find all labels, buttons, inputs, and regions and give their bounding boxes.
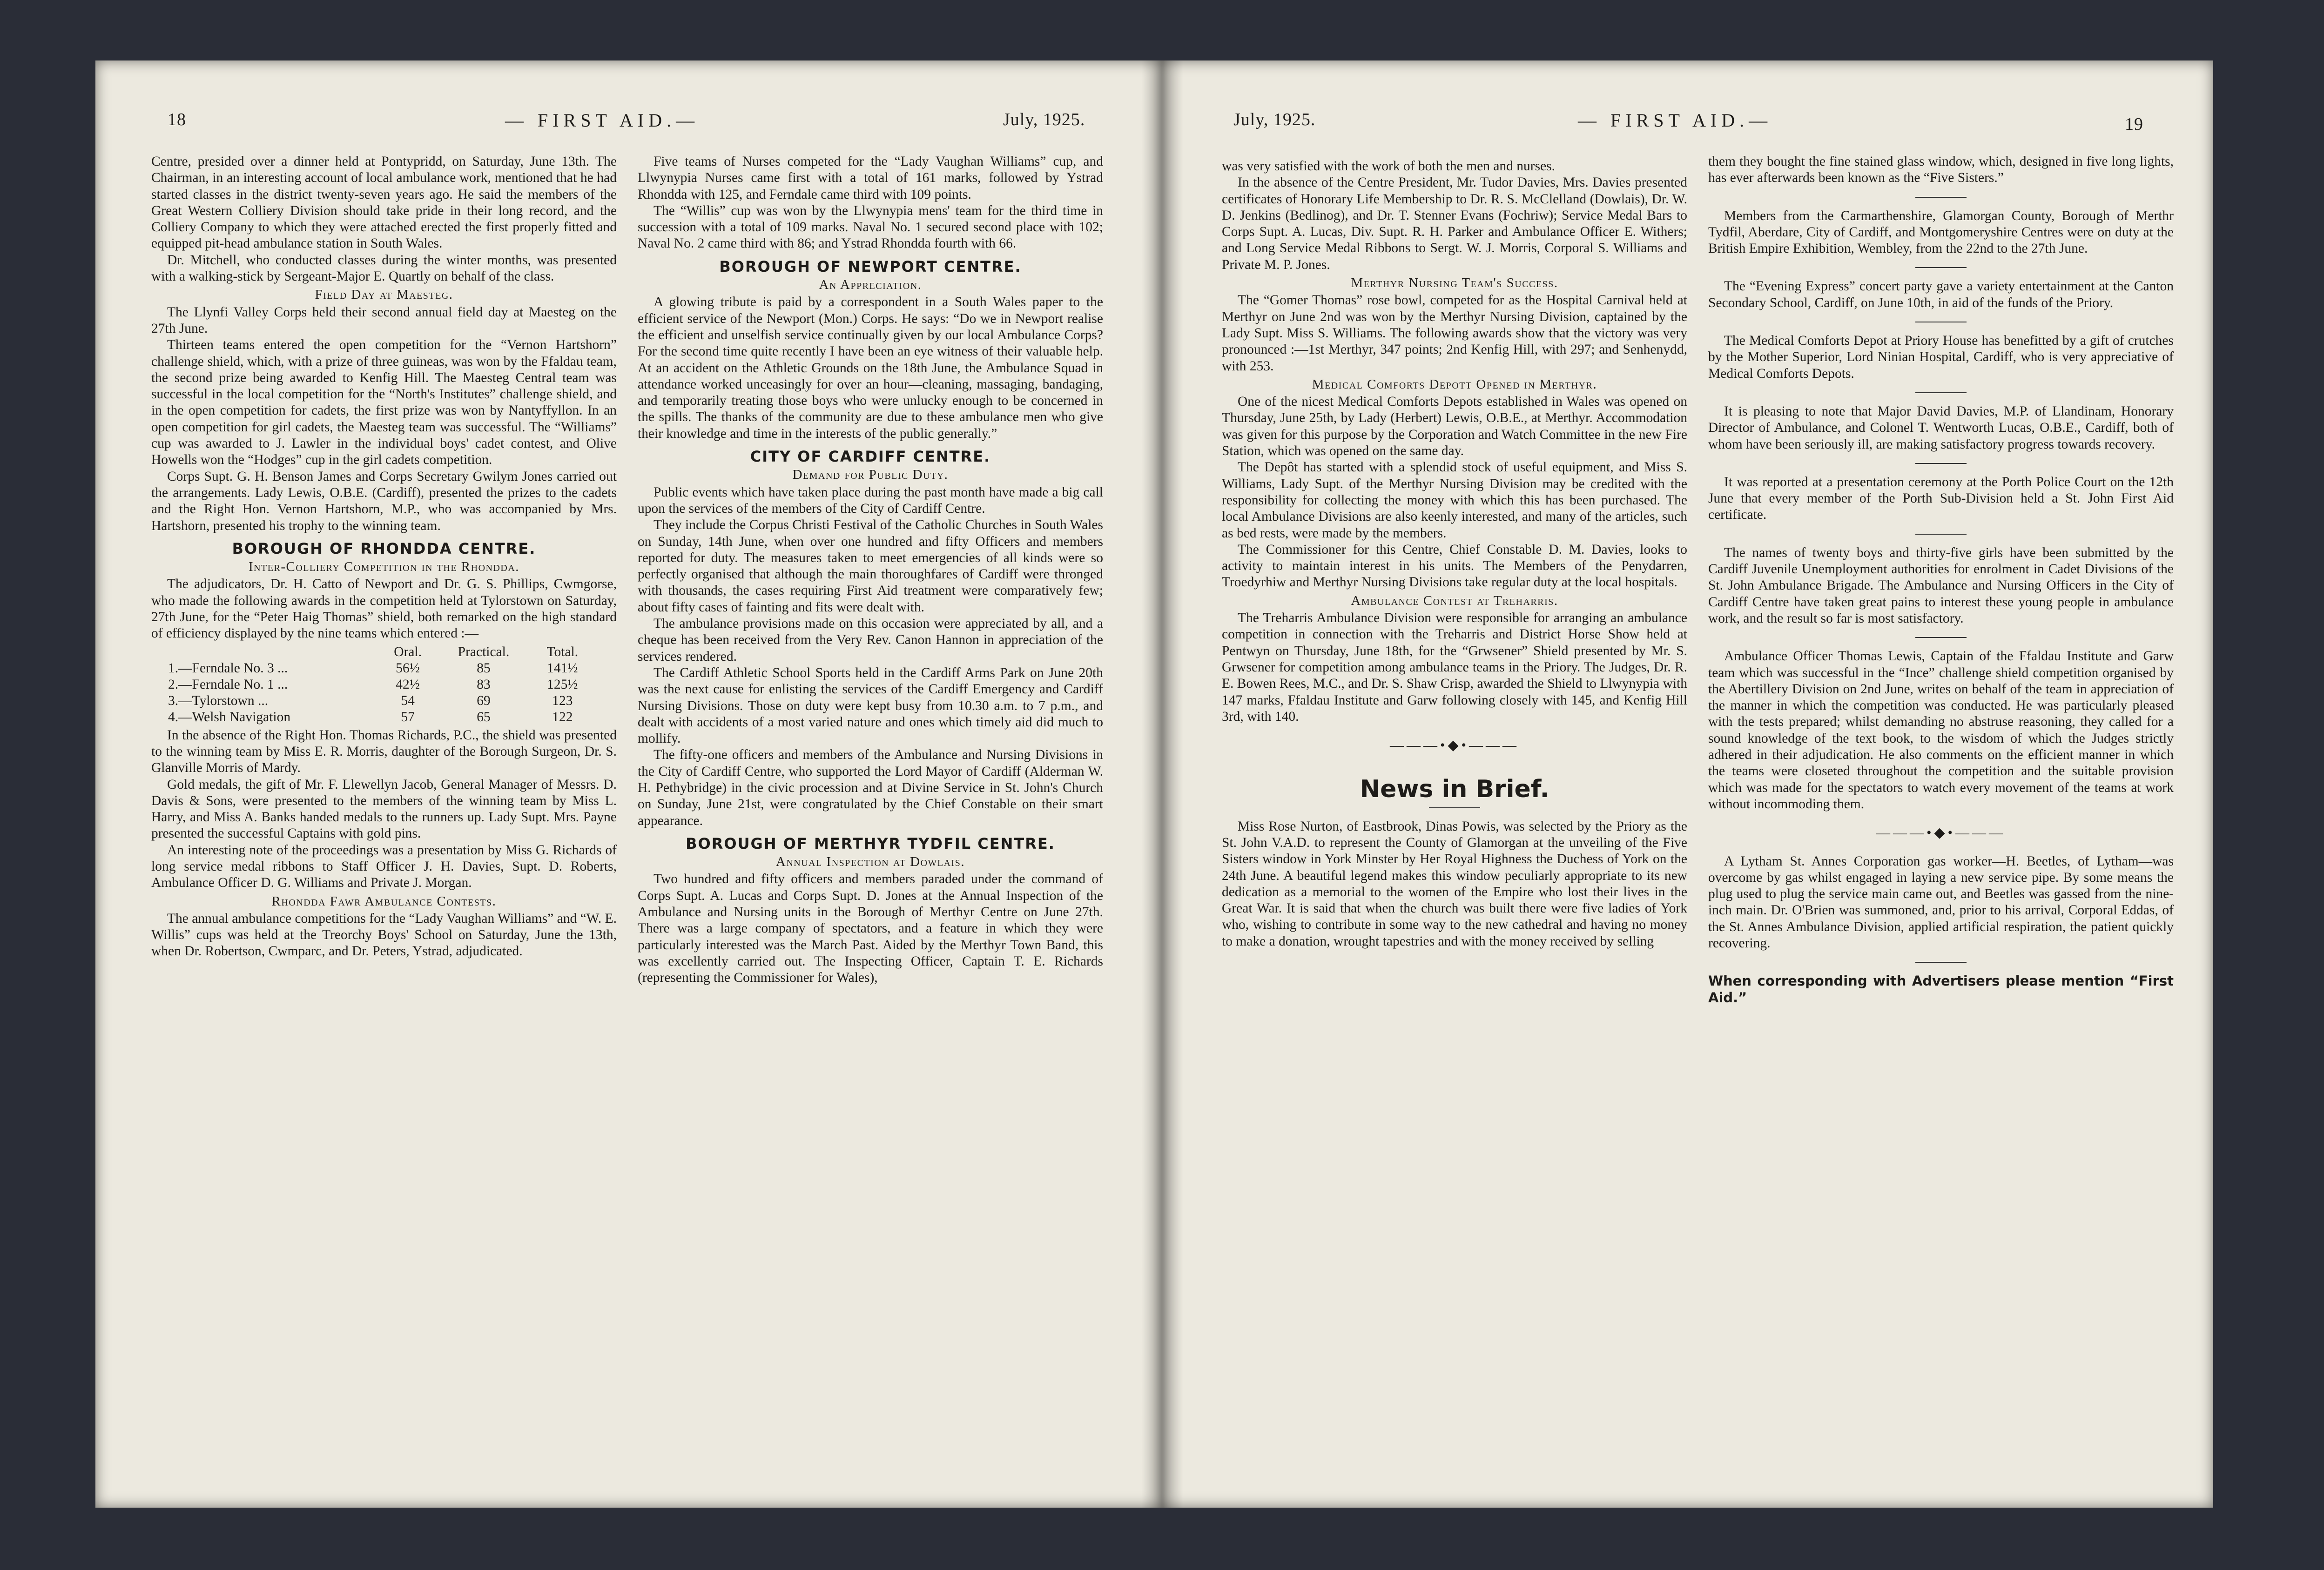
column-header: Oral. bbox=[394, 644, 422, 659]
oral-cell: 57 bbox=[401, 709, 415, 725]
practical-cell: 65 bbox=[477, 709, 491, 725]
section-heading: CITY OF CARDIFF CENTRE. bbox=[750, 448, 991, 466]
page-number: 18 bbox=[168, 110, 186, 129]
divider bbox=[1915, 197, 1967, 198]
table-row bbox=[165, 677, 593, 693]
column-header: Practical. bbox=[458, 644, 510, 659]
book-gutter bbox=[1141, 60, 1183, 1508]
paragraph: was very satisfied with the work of both the men and nurses. bbox=[1222, 159, 1556, 174]
paragraph: The ambulance provisions made on this occasion were appreciated by all, and a cheque has been received from the Very Rev. Canon Hannon in appreciation of the services rendered. bbox=[638, 616, 1103, 664]
total-cell: 125½ bbox=[547, 677, 578, 692]
subheading: Merthyr Nursing Team's Success. bbox=[1351, 275, 1558, 291]
paragraph: The Treharris Ambulance Division were responsible for arranging an ambulance competition in connection with the Treharris and District Horse Show held at Pentwyn on Thursday, June 18th, for the “Grwsener” Shield presented by Mr. S. Grwsener for competition among ambulance teams in the Priory. The Judges, Dr. R. E. Bowen Rees, M.C., and Dr. S. Shaw Crisp, awarded the Shield to Llwynypia with 147 marks, Ffaldau Institute and Garw following closely with 145, and Kenfig Hill 3rd, with 140. bbox=[1222, 611, 1687, 724]
results-table bbox=[165, 644, 593, 725]
paragraph: Five teams of Nurses competed for the “Lady Vaughan Williams” cup, and Llwynypia Nurses came first with a total of 161 marks, followed by Ystrad Rhondda with 125, and Ferndale came third with 109 points. bbox=[638, 154, 1103, 202]
paragraph: A Lytham St. Annes Corporation gas worker—H. Beetles, of Lytham—was overcome by gas whilst engaged in laying a new service pipe. By some means the plug used to plug the service main came out, and Beetles was gassed from the nine-inch main. Dr. O'Brien was summoned, and, prior to his arrival, Corporal Eddas, of the St. Annes Ambulance Division, applied artificial respiration, the patient quickly recovering. bbox=[1708, 853, 2174, 951]
divider bbox=[1915, 392, 1967, 393]
left-page bbox=[95, 60, 1161, 1508]
paragraph: In the absence of the Centre President, Mr. Tudor Davies, Mrs. Davies presented certificates of Honorary Life Membership to Dr. R. S. McClelland (Dowlais), Dr. W. D. Jenkins (Bedlinog), and Dr. T. Stenner Evans (Fochriw); Service Medal Bars to Corps Supt. A. Lucas, Div. Supt. R. H. Parker and Ambulance Officer E. Withers; and Long Service Medal Ribbons to Sergt. W. J. Morris, Corporal S. Williams and Private M. P. Jones. bbox=[1222, 175, 1687, 272]
paragraph: Miss Rose Nurton, of Eastbrook, Dinas Powis, was selected by the Priory as the St. John V.A.D. to represent the County of Glamorgan at the unveiling of the Five Sisters window in York Minster by Her Royal Highness the Duchess of York on the 24th June. A beautiful legend makes this window peculiarly appropriate to its new dedication as a memorial to the women of the Empire who lost their lives in the Great War. It is said that when the church was built there were five ladies of York who, wishing to contribute in some way to the new cathedral and having no money to make a donation, wrought tapestries and with the money received by selling bbox=[1222, 819, 1687, 949]
paragraph: An interesting note of the proceedings was a presentation by Miss G. Richards of long service medal ribbons to Staff Officer J. H. Davies, Supt. D. Roberts, Ambulance Officer D. G. Williams and Private J. Morgan. bbox=[151, 842, 617, 891]
team-cell: 3.—Tylorstown ... bbox=[168, 693, 269, 708]
paragraph: them they bought the fine stained glass window, which, designed in five long lights, has ever afterwards been known as the “Five Sisters.” bbox=[1708, 154, 2174, 186]
divider bbox=[1915, 267, 1967, 268]
paragraph: They include the Corpus Christi Festival of the Catholic Churches in South Wales on Sunday, 14th June, when over one hundred and fifty Officers and members reported for duty. The measures taken to meet emergencies of all kinds were so perfectly organised that although the main thoroughfares of Cardiff were thronged with thousands, the cases requiring First Aid treatment were comparatively few; about fifty cases of fainting and fits were dealt with. bbox=[638, 517, 1103, 615]
divider bbox=[1915, 637, 1967, 638]
divider bbox=[1915, 534, 1967, 535]
paragraph: It is pleasing to note that Major David Davies, M.P. of Llandinam, Honorary Director of Ambulance, and Colonel T. Wentworth Lucas, O.B.E., Cardiff, both of whom have been seriously ill, are making satisfactory progress towards recovery. bbox=[1708, 403, 2174, 452]
paragraph: The Llynfi Valley Corps held their second annual field day at Maesteg on the 27th June. bbox=[151, 304, 617, 336]
ornament-divider: ———•◆•——— bbox=[1389, 738, 1520, 753]
issue-date: July, 1925. bbox=[1003, 110, 1085, 129]
total-cell: 123 bbox=[552, 693, 573, 708]
paragraph: Public events which have taken place during the past month have made a big call upon the services of the members of the City of Cardiff Centre. bbox=[638, 484, 1103, 516]
paragraph: The fifty-one officers and members of the Ambulance and Nursing Divisions in the City of Cardiff Centre, who supported the Lord Mayor of Cardiff (Alderman W. H. Pethybridge) in the civic procession and at Divine Service in St. John's Church on Sunday, June 21st, were congratulated by the Chief Constable on their smart appearance. bbox=[638, 747, 1103, 828]
team-cell: 2.—Ferndale No. 1 ... bbox=[168, 677, 288, 692]
paragraph: The Cardiff Athletic School Sports held in the Cardiff Arms Park on June 20th was the next cause for enlisting the services of the Cardiff Emergency and Cardiff Nursing Divisions. Those on duty were kept busy from 10.30 a.m. to 7 p.m., and dealt with accidents of a most varied nature and ones which timely aid did much to mollify. bbox=[638, 665, 1103, 746]
advertiser-notice: When corresponding with Advertisers please mention “First Aid.” bbox=[1708, 973, 2174, 1006]
subheading: Field Day at Maesteg. bbox=[315, 287, 453, 302]
subheading: Demand for Public Duty. bbox=[792, 467, 949, 483]
right-column-2 bbox=[1708, 154, 2174, 1006]
paragraph: The Medical Comforts Depot at Priory House has benefitted by a gift of crutches by the Mother Superior, Lord Ninian Hospital, Cardiff, who is very appreciative of Medical Comforts Depots. bbox=[1708, 333, 2174, 381]
section-heading: BOROUGH OF MERTHYR TYDFIL CENTRE. bbox=[686, 834, 1055, 852]
practical-cell: 83 bbox=[477, 677, 491, 692]
subheading: Rhondda Fawr Ambulance Contests. bbox=[271, 893, 497, 909]
table-header-row bbox=[165, 644, 593, 660]
oral-cell: 56½ bbox=[396, 660, 420, 676]
practical-cell: 69 bbox=[477, 693, 491, 708]
section-heading: BOROUGH OF RHONDDA CENTRE. bbox=[232, 539, 536, 557]
left-column-1 bbox=[151, 154, 617, 960]
paragraph: A glowing tribute is paid by a correspondent in a South Wales paper to the efficient service of the Newport (Mon.) Corps. He says: “Do we in Newport realise the efficient and unselfish service continually given by our local Ambulance Corps? For the second time quite recently I have been an eye witness of their valuable help. At an accident on the Athletic Grounds on the 18th June, the Ambulance Squad in attendance worked unceasingly for over an hour—cleaning, massaging, bandaging, and temporarily treating those boys who were unlucky enough to be concerned in the spills. The thanks of the community are due to these ambulance men who give their knowledge and time in the interests of the public generally.” bbox=[638, 295, 1103, 441]
running-title: — FIRST AID.— bbox=[505, 110, 700, 131]
practical-cell: 85 bbox=[477, 660, 491, 676]
paragraph: The “Willis” cup was won by the Llwynypia mens' team for the third time in succession with a total of 109 marks. Naval No. 1 secured second place with 102; Naval No. 2 came third with 86; and Ystrad Rhondda fourth with 66. bbox=[638, 203, 1103, 251]
paragraph: Thirteen teams entered the open competition for the “Vernon Hartshorn” challenge shield, which, with a prize of three guineas, was won by the Ffaldau team, the second prize being awarded to Kenfig Hill. The Maesteg Central team was successful in the local competition for the “North's Institutes” challenge shield, and in the open competition for cadets, the first prize was won by Nantyffyllon. In an open competition for girl cadets, the Maesteg team was successful. The “Williams” cup was awarded to J. Lawler in the individual boys' cadet contest, and Olive Howells won the “Hodges” cup in the girl cadets competition. bbox=[151, 337, 617, 468]
subheading: An Appreciation. bbox=[819, 277, 922, 293]
subheading: Ambulance Contest at Treharris. bbox=[1351, 593, 1558, 608]
paragraph: Ambulance Officer Thomas Lewis, Captain of the Ffaldau Institute and Garw team which was successful in the “Ince” challenge shield competition organised by the Abertillery Division on 2nd June, writes on behalf of the team in appreciation of the manner in which the competition was conducted. He was particularly pleased with the tests prepared; whilst demanding no abstruse reasoning, they called for a sound knowledge of the text book, to the wisdom of which the Judges strictly adhered in their adjudication. He also comments on the efficient manner in which the teams were closeted throughout the competition and the suitable provision which was made for the spectators to watch every movement of the teams at work without incommoding them. bbox=[1708, 649, 2174, 812]
team-cell: 4.—Welsh Navigation bbox=[168, 709, 291, 725]
paragraph: Members from the Carmarthenshire, Glamorgan County, Borough of Merthr Tydfil, Aberdare, City of Cardiff, and Montgomeryshire Centres were on duty at the British Empire Exhibition, Wembley, from the 22nd to the 27th June. bbox=[1708, 208, 2174, 256]
left-column-2 bbox=[638, 154, 1103, 986]
paragraph: The adjudicators, Dr. H. Catto of Newport and Dr. G. S. Phillips, Cwmgorse, who made the following awards in the competition held at Tylorstown on Saturday, 27th June, for the “Peter Haig Thomas” shield, both remarked on the high standard of efficiency displayed by the nine teams which entered :— bbox=[151, 577, 617, 641]
paragraph: Corps Supt. G. H. Benson James and Corps Secretary Gwilym Jones carried out the arrangements. Lady Lewis, O.B.E. (Cardiff), presented the prizes to the cadets and the Right Hon. Vernon Hartshorn, M.P., who was accompanied by Mrs. Hartshorn, presented his trophy to the winning team. bbox=[151, 469, 617, 533]
table-row bbox=[165, 660, 593, 677]
paragraph: In the absence of the Right Hon. Thomas Richards, P.C., the shield was presented to the winning team by Miss E. R. Morris, daughter of the Borough Surgeon, Dr. S. Glanville Morris of Mardy. bbox=[151, 727, 617, 776]
divider bbox=[1429, 807, 1480, 808]
table-row bbox=[165, 693, 593, 709]
paragraph: The Depôt has started with a splendid stock of useful equipment, and Miss S. Williams, Lady Supt. of the Merthyr Nursing Division may be credited with the responsibility for collecting the money with which this has been purchased. The local Ambulance Divisions are also keenly interested, and many of the articles, such as bed rests, were made by the members. bbox=[1222, 460, 1687, 541]
paragraph: Dr. Mitchell, who conducted classes during the winter months, was presented with a walking-stick by Sergeant-Major E. Quartly on behalf of the class. bbox=[151, 252, 617, 284]
paragraph: The “Evening Express” concert party gave a variety entertainment at the Canton Secondary School, Cardiff, on June 10th, in aid of the funds of the Priory. bbox=[1708, 279, 2174, 310]
paragraph: Two hundred and fifty officers and members paraded under the command of Corps Supt. A. Lucas and Corps Supt. D. Jones at the Annual Inspection of the Ambulance and Nursing units in the Borough of Merthyr Centre on June 27th. There was a large company of spectators, and a feature in which they were particularly interested was the March Past. Aided by the Merthyr Town Band, this was excellently carried out. The Inspecting Officer, Captain T. E. Richards (representing the Commissioner for Wales), bbox=[638, 872, 1103, 986]
paragraph: It was reported at a presentation ceremony at the Porth Police Court on the 12th June that every member of the Porth Sub-Division held a St. John First Aid certificate. bbox=[1708, 474, 2174, 523]
subheading: Inter-Colliery Competition in the Rhondda. bbox=[248, 559, 520, 575]
total-cell: 141½ bbox=[547, 660, 578, 676]
divider bbox=[1915, 463, 1967, 464]
divider bbox=[1915, 962, 1967, 963]
right-column-1 bbox=[1222, 158, 1687, 950]
right-page bbox=[1161, 60, 2213, 1508]
section-heading: BOROUGH OF NEWPORT CENTRE. bbox=[719, 257, 1022, 275]
paragraph: The Commissioner for this Centre, Chief Constable D. M. Davies, looks to activity to maintain interest in his units. The Members of the Penydarren, Troedyrhiw and Merthyr Nursing Divisions take regular duty at the local hospitals. bbox=[1222, 542, 1687, 590]
news-in-brief-heading: News in Brief. bbox=[1360, 775, 1549, 804]
running-title: — FIRST AID.— bbox=[1578, 110, 1772, 131]
paragraph: One of the nicest Medical Comforts Depots established in Wales was opened on Thursday, June 25th, by Lady (Herbert) Lewis, O.B.E., at Merthyr. Accommodation was given for this purpose by the Corporation and Watch Committee in the new Fire Station, which was opened on the same day. bbox=[1222, 394, 1687, 459]
ornament-divider: ———•◆•——— bbox=[1876, 825, 2006, 841]
subheading: Annual Inspection at Dowlais. bbox=[775, 854, 965, 870]
paragraph: The names of twenty boys and thirty-five girls have been submitted by the Cardiff Juvenile Unemployment authorities for enrolment in Cadet Divisions of the St. John Ambulance Brigade. The Ambulance and Nursing Officers in the City of Cardiff Centre have taken great pains to interest these young people in ambulance work, and the result so far is most satisfactory. bbox=[1708, 545, 2174, 626]
column-header: Total. bbox=[546, 644, 579, 659]
oral-cell: 54 bbox=[401, 693, 415, 708]
paragraph: Centre, presided over a dinner held at Pontypridd, on Saturday, June 13th. The Chairman, in an interesting account of local ambulance work, mentioned that he had started classes in the district twenty-seven years ago. He said the members of the Great Western Colliery Division should take pride in their long record, and the Colliery Company to which they were attached erected the first properly fitted and equipped pit-head ambulance station in South Wales. bbox=[151, 154, 617, 251]
total-cell: 122 bbox=[552, 709, 573, 725]
subheading: Medical Comforts Depott Opened in Merthyr. bbox=[1312, 376, 1597, 392]
page-number: 19 bbox=[2125, 114, 2143, 134]
paragraph: The “Gomer Thomas” rose bowl, competed for as the Hospital Carnival held at Merthyr on June 2nd was won by the Merthyr Nursing Division, captained by the Lady Supt. Miss S. Williams. The following awards show that the victory was very pronounced :—1st Merthyr, 347 points; 2nd Kenfig Hill, with 297; and Senhenydd, with 253. bbox=[1222, 293, 1687, 374]
paragraph: The annual ambulance competitions for the “Lady Vaughan Williams” and “W. E. Willis” cups was held at the Treorchy Boys' School on Saturday, June the 13th, when Dr. Robertson, Cwmparc, and Dr. Peters, Ystrad, adjudicated. bbox=[151, 911, 617, 959]
oral-cell: 42½ bbox=[396, 677, 420, 692]
team-cell: 1.—Ferndale No. 3 ... bbox=[168, 660, 288, 676]
table-row bbox=[165, 709, 593, 725]
issue-date: July, 1925. bbox=[1233, 110, 1316, 129]
paragraph: Gold medals, the gift of Mr. F. Llewellyn Jacob, General Manager of Messrs. D. Davis & Sons, were presented to the members of the winning team by Miss L. Harry, and Miss A. Banks handed medals to the runners up. Lady Supt. Mrs. Payne presented the successful Captains with gold pins. bbox=[151, 777, 617, 841]
